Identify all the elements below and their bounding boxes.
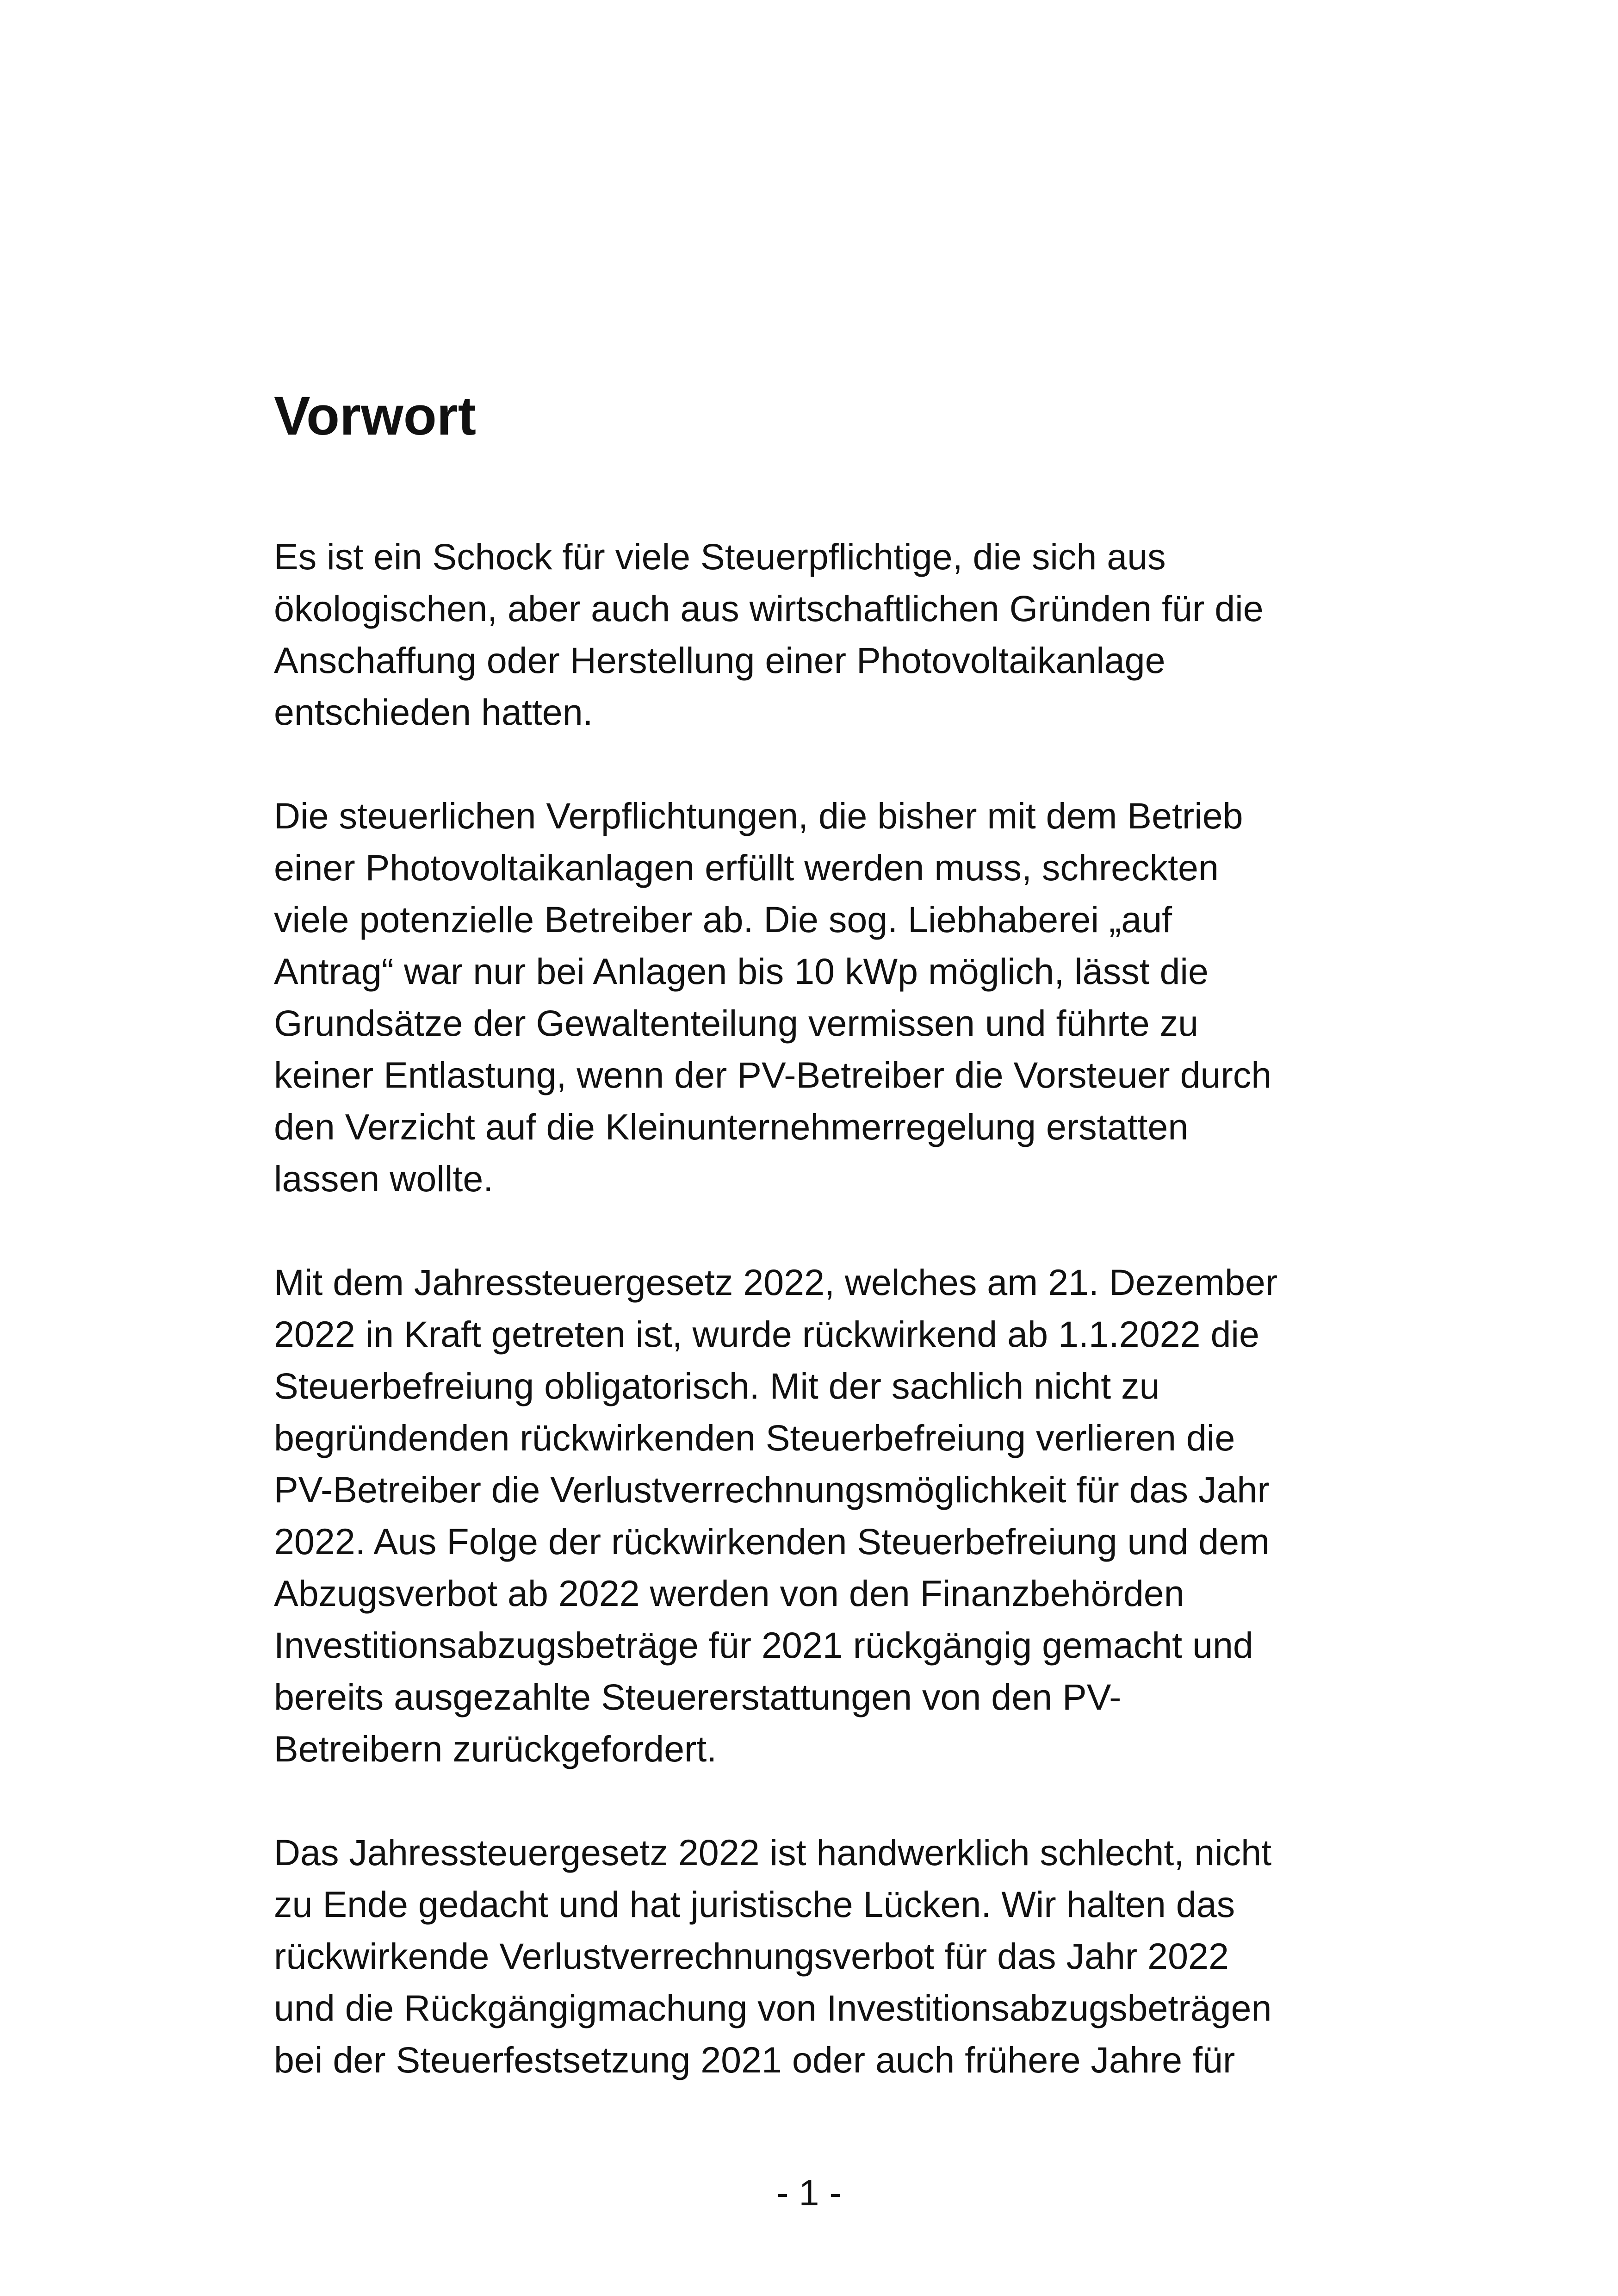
paragraph-line: Betreibern zurückgefordert.: [274, 1728, 717, 1769]
paragraph-line: den Verzicht auf die Kleinunternehmerregelung erstatten: [274, 1106, 1189, 1147]
paragraph-3: [274, 1257, 1384, 1775]
paragraph-1: [274, 531, 1384, 738]
paragraph-line: einer Photovoltaikanlagen erfüllt werden muss, schreckten: [274, 846, 1219, 888]
page-content: [274, 386, 1384, 2086]
paragraph-line: Abzugsverbot ab 2022 werden von den Finanzbehörden: [274, 1572, 1184, 1614]
paragraph-line: ökologischen, aber auch aus wirtschaftlichen Gründen für die: [274, 587, 1264, 629]
paragraph-line: Das Jahressteuergesetz 2022 ist handwerklich schlecht, nicht: [274, 1831, 1272, 1873]
paragraph-line: lassen wollte.: [274, 1157, 494, 1199]
paragraph-line: und die Rückgängigmachung von Investitionsabzugsbeträgen: [274, 1987, 1272, 2028]
page-title: Vorwort: [274, 386, 477, 447]
paragraph-line: Die steuerlichen Verpflichtungen, die bisher mit dem Betrieb: [274, 795, 1243, 836]
paragraph-line: bei der Steuerfestsetzung 2021 oder auch frühere Jahre für: [274, 2039, 1235, 2080]
paragraph-line: Antrag“ war nur bei Anlagen bis 10 kWp möglich, lässt die: [274, 950, 1209, 992]
paragraph-line: zu Ende gedacht und hat juristische Lücken. Wir halten das: [274, 1883, 1235, 1925]
paragraph-line: bereits ausgezahlte Steuererstattungen von den PV-: [274, 1676, 1122, 1717]
paragraph-line: PV-Betreiber die Verlustverrechnungsmöglichkeit für das Jahr: [274, 1468, 1270, 1510]
paragraph-line: 2022 in Kraft getreten ist, wurde rückwirkend ab 1.1.2022 die: [274, 1313, 1259, 1355]
page-number: - 1 -: [776, 2172, 842, 2213]
paragraph-line: entschieden hatten.: [274, 691, 593, 733]
paragraph-line: Anschaffung oder Herstellung einer Photovoltaikanlage: [274, 639, 1165, 681]
paragraph-line: rückwirkende Verlustverrechnungsverbot für das Jahr 2022: [274, 1935, 1229, 1977]
paragraph-line: Mit dem Jahressteuergesetz 2022, welches am 21. Dezember: [274, 1261, 1278, 1303]
paragraph-line: 2022. Aus Folge der rückwirkenden Steuerbefreiung und dem: [274, 1520, 1270, 1562]
paragraph-line: begründenden rückwirkenden Steuerbefreiung verlieren die: [274, 1417, 1235, 1458]
paragraph-4: [274, 1827, 1384, 2086]
paragraph-line: Grundsätze der Gewaltenteilung vermissen und führte zu: [274, 1002, 1199, 1044]
paragraph-line: Steuerbefreiung obligatorisch. Mit der sachlich nicht zu: [274, 1365, 1160, 1406]
paragraph-2: [274, 790, 1384, 1205]
paragraph-line: Investitionsabzugsbeträge für 2021 rückgängig gemacht und: [274, 1624, 1253, 1666]
paragraph-line: Es ist ein Schock für viele Steuerpflichtige, die sich aus: [274, 535, 1166, 577]
paragraph-line: keiner Entlastung, wenn der PV-Betreiber die Vorsteuer durch: [274, 1054, 1272, 1095]
paragraph-line: viele potenzielle Betreiber ab. Die sog. Liebhaberei „auf: [274, 898, 1172, 940]
